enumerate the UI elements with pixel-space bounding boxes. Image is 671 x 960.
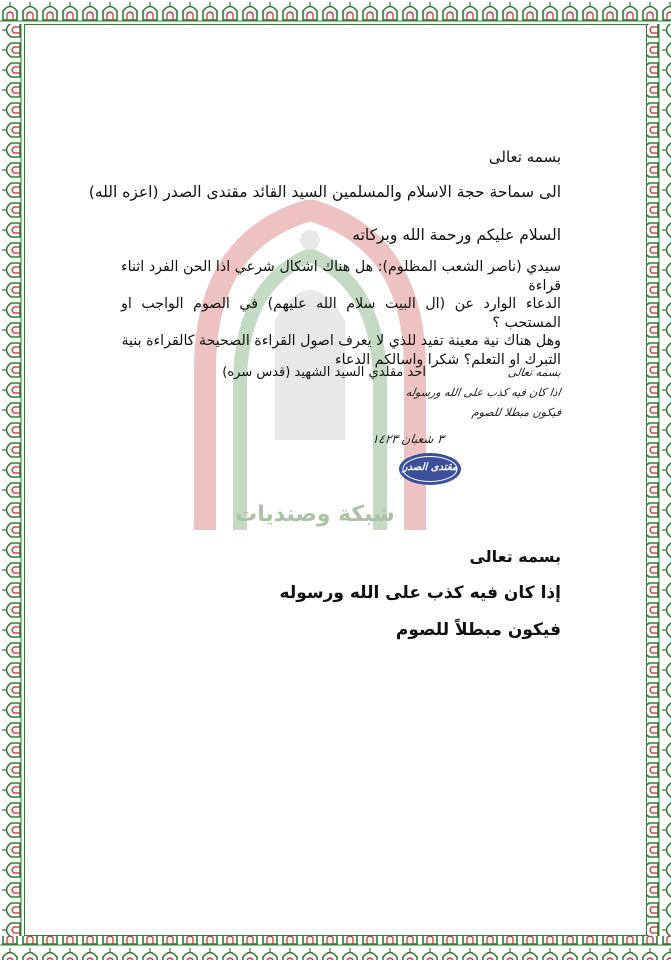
letter-question: [121, 258, 561, 370]
handwritten-line: فيكون مبطلا للصوم: [470, 406, 562, 419]
letter-salutation: بسمه تعالى: [488, 148, 561, 166]
answer-salutation: بسمه تعالى: [469, 547, 561, 566]
handwritten-line: اذا كان فيه كذب على الله ورسوله: [405, 386, 562, 399]
letter-signer: احد مقلدي السيد الشهيد (قدس سره): [222, 365, 426, 380]
handwritten-date: ٣ شعبان ١٤٢٣: [371, 432, 445, 446]
answer-line: فيكون مبطلاً للصوم: [395, 620, 561, 640]
question-line: التبرك او التعلم؟ شكرا واسالكم الدعاء: [334, 351, 561, 368]
question-line: وهل هناك نية معينة تفيد للذي لا يعرف اصول القراءة الصحيحة كالقراءة بنية: [121, 333, 561, 350]
handwritten-salutation: بسمه تعالى: [507, 366, 562, 379]
answer-line: إذا كان فيه كذب على الله ورسوله: [279, 583, 561, 603]
question-line: سيدي (ناصر الشعب المظلوم): هل هناك اشكال شرعي اذا الحن الفرد اثناء قراءة: [121, 259, 561, 294]
question-line: الدعاء الوارد عن (ال البيت سلام الله عليهم) في الصوم الواجب او المستحب ؟: [121, 296, 561, 331]
seal-label: مقتدى الصدر: [402, 462, 458, 473]
letter-greeting: السلام عليكم ورحمة الله وبركاته: [352, 226, 561, 244]
letter-addressee: الى سماحة حجة الاسلام والمسلمين السيد القائد مقتدى الصدر (اعزه الله): [88, 183, 561, 201]
watermark-text: شبكة وصنديات: [235, 502, 395, 527]
